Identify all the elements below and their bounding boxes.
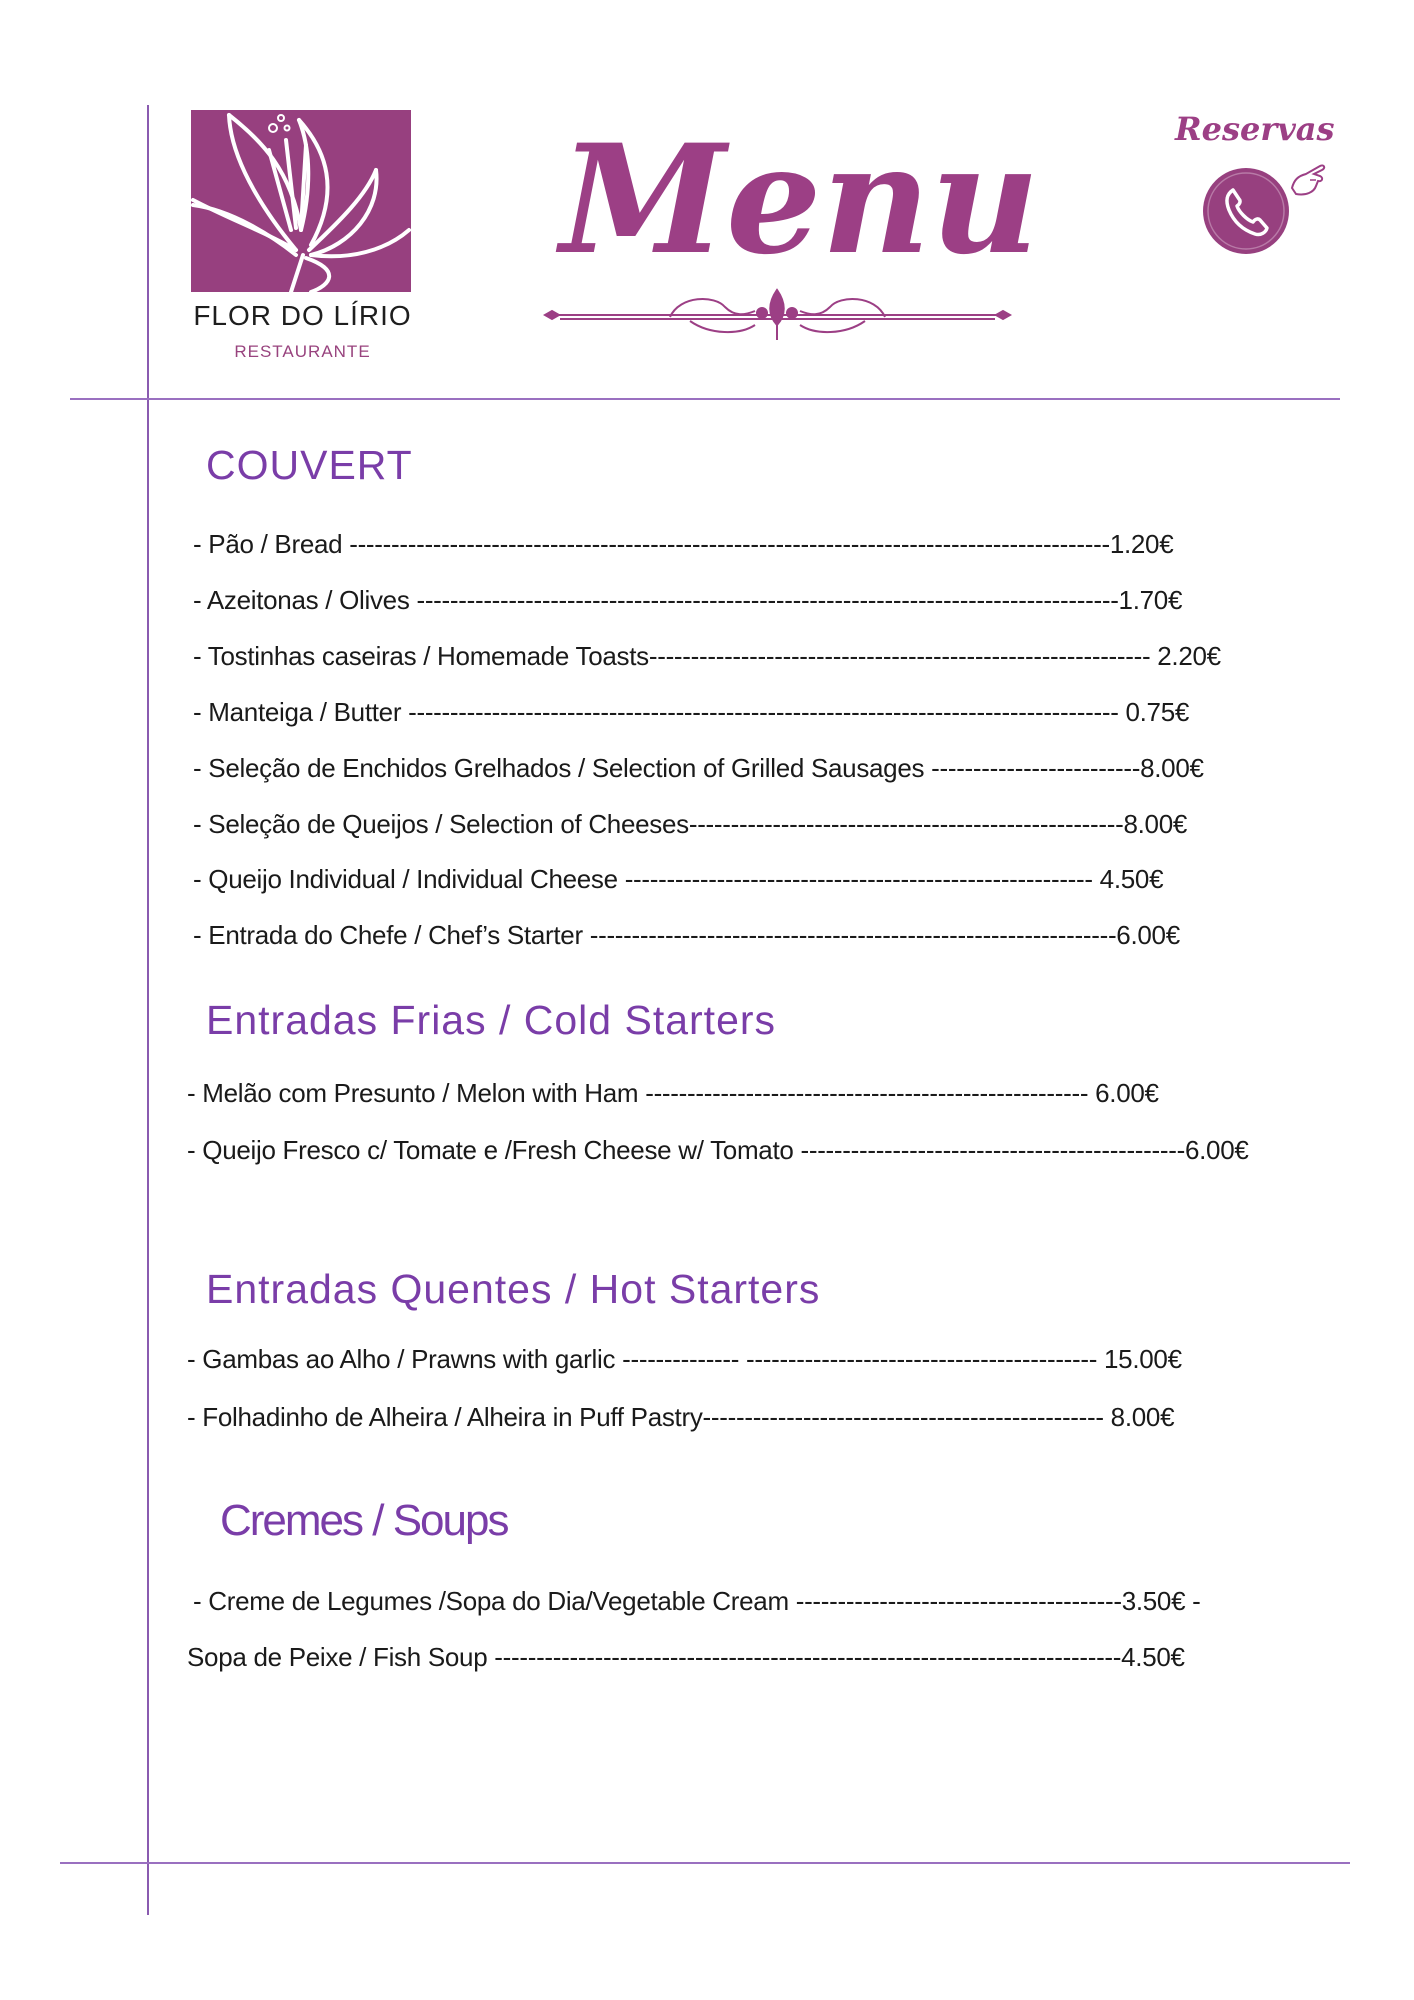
menu-item: - Azeitonas / Olives ------------------------------------------------------------------------------------1.70€	[193, 585, 1183, 615]
left-margin-line	[147, 105, 149, 1915]
menu-item: - Seleção de Queijos / Selection of Cheeses----------------------------------------------------8.00€	[193, 809, 1188, 839]
menu-item: - Entrada do Chefe / Chef’s Starter ---------------------------------------------------------------6.00€	[193, 920, 1180, 950]
section-title-couvert: COUVERT	[206, 442, 413, 488]
menu-item: - Queijo Fresco c/ Tomate e /Fresh Cheese w/ Tomato ----------------------------------------------6.00€	[187, 1135, 1249, 1165]
page-title: Menu	[560, 112, 1040, 288]
menu-item: - Melão com Presunto / Melon with Ham ----------------------------------------------------- 6.00€	[187, 1078, 1159, 1108]
lily-flower-icon	[191, 110, 411, 292]
footer-divider	[60, 1862, 1350, 1864]
section-title-cold-starters: Entradas Frias / Cold Starters	[206, 997, 777, 1043]
menu-item: - Tostinhas caseiras / Homemade Toasts------------------------------------------------------------ 2.20€	[193, 641, 1221, 671]
section-title-hot-starters: Entradas Quentes / Hot Starters	[206, 1266, 821, 1312]
reservas-label: Reservas	[1175, 110, 1335, 148]
menu-item: - Folhadinho de Alheira / Alheira in Puff Pastry------------------------------------------------ 8.00€	[187, 1402, 1175, 1432]
pointing-hand-icon	[1286, 158, 1328, 200]
menu-item: - Pão / Bread -------------------------------------------------------------------------------------------1.20€	[193, 529, 1174, 559]
section-title-soups: Cremes / Soups	[220, 1496, 508, 1545]
menu-item: - Manteiga / Butter ------------------------------------------------------------------------------------- 0.75€	[193, 697, 1190, 727]
menu-item: - Gambas ao Alho / Prawns with garlic -------------- ------------------------------------------ 15.00€	[187, 1344, 1182, 1374]
menu-item: - Seleção de Enchidos Grelhados / Selection of Grilled Sausages -------------------------8.00€	[193, 753, 1204, 783]
call-reservation-button[interactable]	[1203, 168, 1289, 254]
menu-item: Sopa de Peixe / Fish Soup ---------------------------------------------------------------------------4.50€	[187, 1642, 1185, 1672]
restaurant-name: FLOR DO LÍRIO	[193, 300, 412, 331]
header-divider	[70, 398, 1340, 400]
flourish-ornament-icon	[540, 285, 1015, 345]
menu-item: - Creme de Legumes /Sopa do Dia/Vegetable Cream ---------------------------------------3.50€ -	[193, 1586, 1201, 1616]
menu-item: - Queijo Individual / Individual Cheese -------------------------------------------------------- 4.50€	[193, 864, 1164, 894]
restaurant-subtitle: RESTAURANTE	[234, 342, 371, 361]
phone-icon	[1203, 168, 1289, 254]
logo	[191, 110, 411, 292]
